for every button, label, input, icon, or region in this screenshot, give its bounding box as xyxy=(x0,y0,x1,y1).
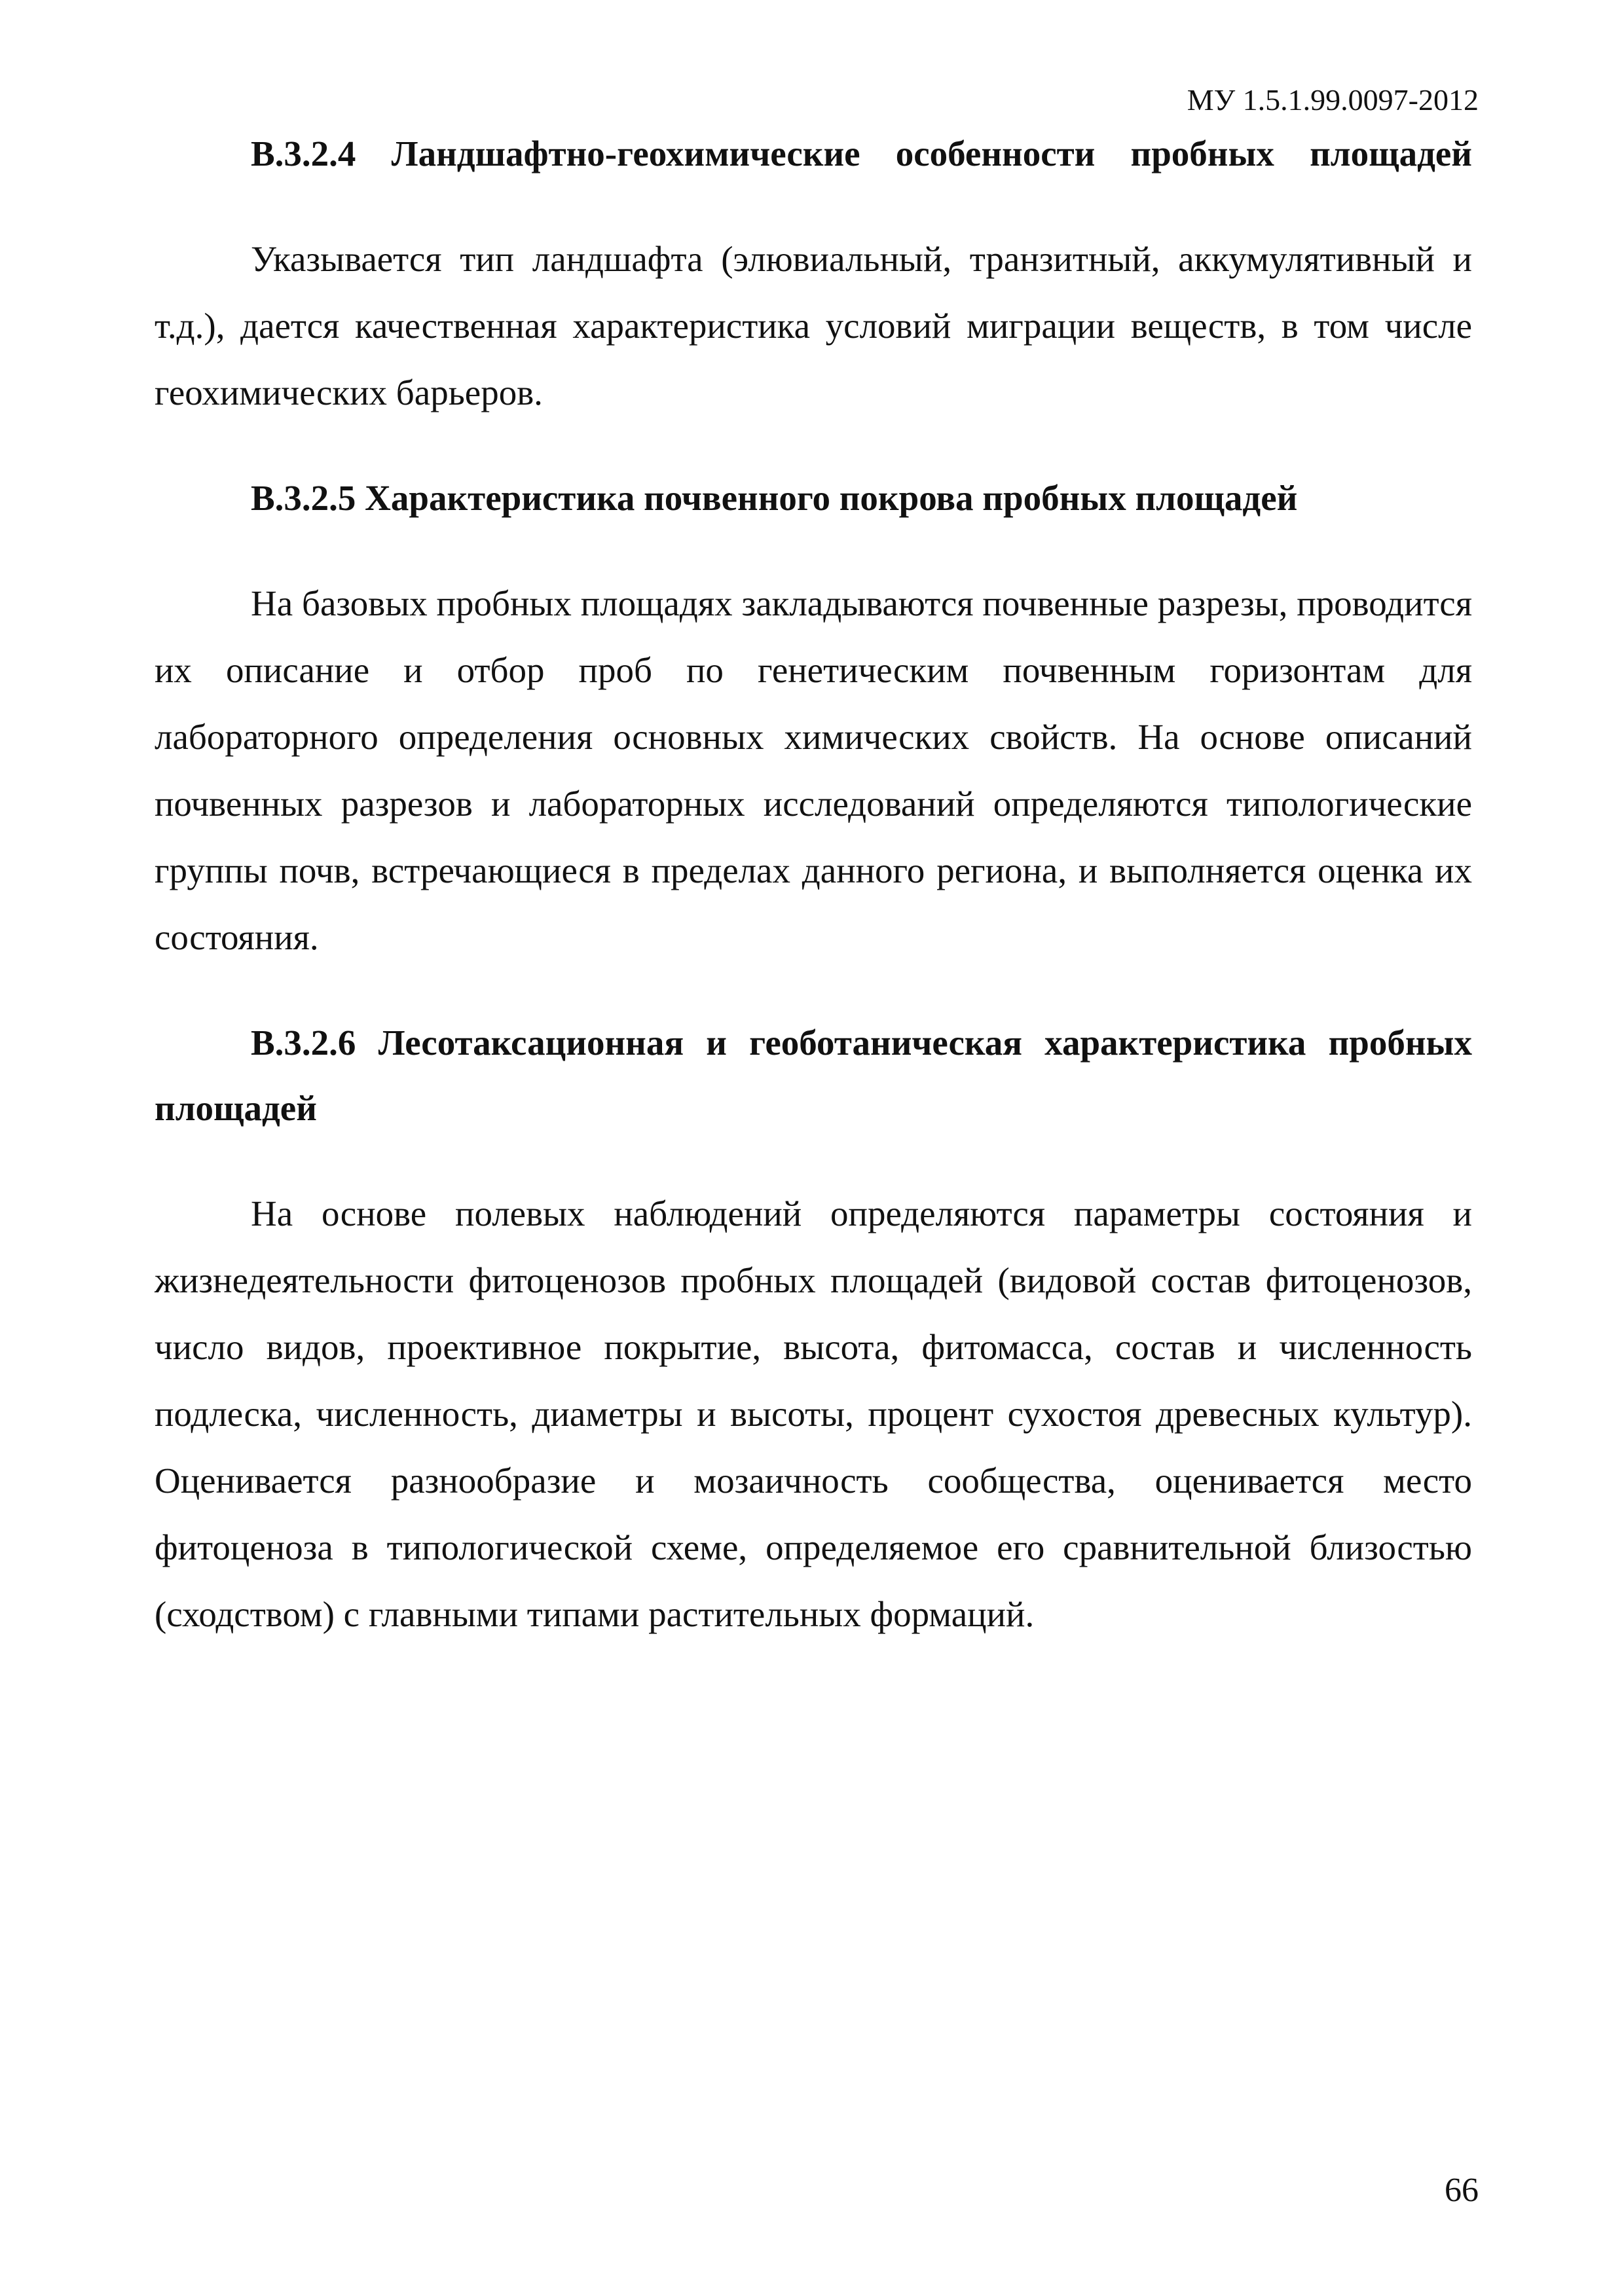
section-paragraph: Указывается тип ландшафта (элювиальный, транзитный, аккумулятивный и т.д.), дается качественная характеристика условий миграции веществ, в том числе геохимических барьеров. xyxy=(155,239,1472,412)
section-b-3-2-5 xyxy=(155,465,1472,971)
section-b-3-2-6 xyxy=(155,1010,1472,1648)
page-number: 66 xyxy=(1445,2172,1479,2209)
section-b-3-2-4 xyxy=(155,121,1472,426)
document-code: МУ 1.5.1.99.0097-2012 xyxy=(1187,83,1479,117)
section-paragraph: На базовых пробных площадях закладываются почвенные разрезы, проводится их описание и отбор проб по генетическим почвенным горизонтам для лабораторного определения основных химических свойств. На основе описаний почвенных разрезов и лабораторных исследований определяются типологические группы почв, встречающиеся в пределах данного региона, и выполняется оценка их состояния. xyxy=(155,583,1472,957)
section-heading: В.3.2.6 Лесотаксационная и геоботаническая характеристика пробных площадей xyxy=(155,1023,1472,1128)
section-heading: В.3.2.4 Ландшафтно-геохимические особенности пробных площадей xyxy=(251,134,1472,173)
section-paragraph: На основе полевых наблюдений определяются параметры состояния и жизнедеятельности фитоценозов пробных площадей (видовой состав фитоценозов, число видов, проективное покрытие, высота, фитомасса, состав и численность подлеска, численность, диаметры и высоты, процент сухостоя древесных культур). Оценивается разнообразие и мозаичность сообщества, оценивается место фитоценоза в типологической схеме, определяемое его сравнительной близостью (сходством) с главными типами растительных формаций. xyxy=(155,1194,1472,1634)
section-heading: В.3.2.5 Характеристика почвенного покрова пробных площадей xyxy=(251,478,1298,518)
page-content xyxy=(155,121,1472,1648)
